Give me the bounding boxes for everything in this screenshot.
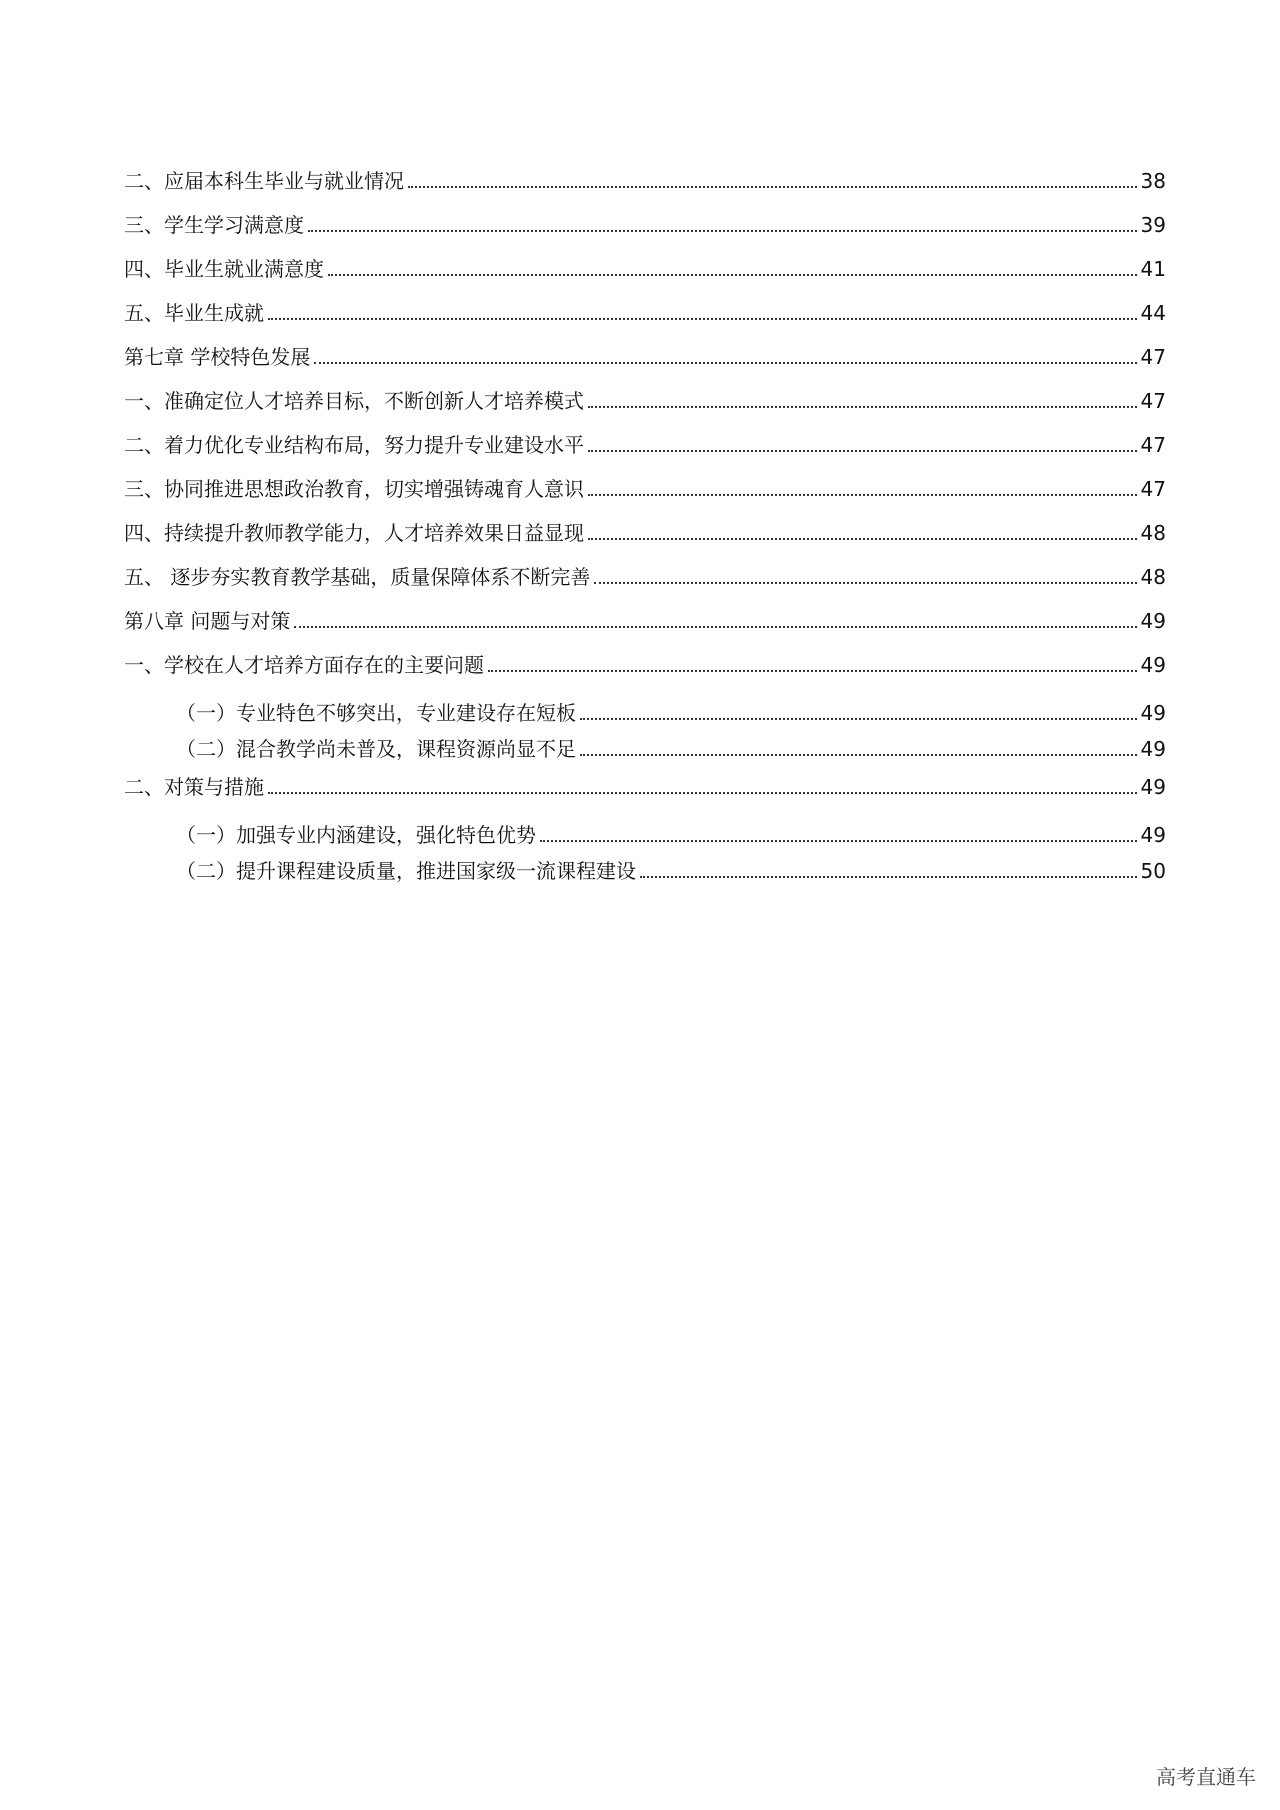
toc-entry-page: 49 [1140, 737, 1166, 761]
toc-entry-page: 50 [1140, 859, 1166, 883]
toc-entry-label: （一）加强专业内涵建设，强化特色优势 [176, 823, 536, 847]
toc-entry[interactable] [124, 564, 1166, 590]
toc-entry-label: 五、 逐步夯实教育教学基础，质量保障体系不断完善 [124, 565, 591, 589]
toc-entry-page: 48 [1140, 565, 1166, 589]
toc-dot-leader [640, 876, 1137, 878]
toc-entry-page: 49 [1140, 823, 1166, 847]
toc-entry-label: 一、学校在人才培养方面存在的主要问题 [124, 653, 484, 677]
toc-entry-label: 五、毕业生成就 [124, 301, 264, 325]
toc-entry[interactable] [124, 256, 1166, 282]
toc-dot-leader [594, 582, 1136, 584]
toc-entry[interactable] [124, 432, 1166, 458]
toc-entry-page: 47 [1140, 345, 1166, 369]
toc-entry[interactable] [124, 212, 1166, 238]
toc-entry-label: （一）专业特色不够突出，专业建设存在短板 [176, 701, 576, 725]
toc-dot-leader [588, 450, 1137, 452]
toc-dot-leader [328, 274, 1137, 276]
toc-dot-leader [540, 840, 1137, 842]
toc-dot-leader [580, 754, 1137, 756]
toc-dot-leader [308, 230, 1137, 232]
toc-entry-page: 49 [1140, 775, 1166, 799]
toc-entry-label: 第八章 问题与对策 [124, 609, 291, 633]
toc-dot-leader [588, 538, 1137, 540]
toc-entry-page: 38 [1140, 169, 1166, 193]
toc-entry[interactable] [124, 168, 1166, 194]
toc-dot-leader [588, 494, 1137, 496]
toc-entry-label: 二、应届本科生毕业与就业情况 [124, 169, 404, 193]
toc-entry-page: 44 [1140, 301, 1166, 325]
toc-entry-page: 47 [1140, 477, 1166, 501]
table-of-contents [124, 168, 1166, 884]
toc-entry[interactable] [124, 388, 1166, 414]
toc-entry-label: 四、毕业生就业满意度 [124, 257, 324, 281]
toc-dot-leader [588, 406, 1137, 408]
toc-entry[interactable] [124, 774, 1166, 800]
toc-subentry[interactable] [124, 822, 1166, 848]
toc-dot-leader [408, 186, 1137, 188]
toc-entry-chapter[interactable] [124, 344, 1166, 370]
toc-subentry[interactable] [124, 700, 1166, 726]
toc-subentry[interactable] [124, 858, 1166, 884]
toc-entry[interactable] [124, 300, 1166, 326]
toc-dot-leader [294, 626, 1136, 628]
toc-entry[interactable] [124, 520, 1166, 546]
toc-entry-label: 三、协同推进思想政治教育，切实增强铸魂育人意识 [124, 477, 584, 501]
toc-entry-page: 41 [1140, 257, 1166, 281]
toc-entry-chapter[interactable] [124, 608, 1166, 634]
toc-entry[interactable] [124, 652, 1166, 678]
toc-entry-label: 二、着力优化专业结构布局，努力提升专业建设水平 [124, 433, 584, 457]
toc-dot-leader [314, 362, 1136, 364]
toc-entry-page: 47 [1140, 389, 1166, 413]
toc-dot-leader [268, 318, 1137, 320]
toc-entry-label: 一、准确定位人才培养目标，不断创新人才培养模式 [124, 389, 584, 413]
toc-entry-page: 39 [1140, 213, 1166, 237]
toc-entry-page: 49 [1140, 609, 1166, 633]
toc-entry-label: 四、持续提升教师教学能力，人才培养效果日益显现 [124, 521, 584, 545]
toc-dot-leader [580, 718, 1137, 720]
toc-entry-label: （二）提升课程建设质量，推进国家级一流课程建设 [176, 859, 636, 883]
toc-subentry[interactable] [124, 736, 1166, 762]
toc-dot-leader [488, 670, 1137, 672]
toc-entry-page: 49 [1140, 701, 1166, 725]
toc-dot-leader [268, 792, 1137, 794]
toc-entry-label: 三、学生学习满意度 [124, 213, 304, 237]
toc-entry-page: 49 [1140, 653, 1166, 677]
watermark: 高考直通车 [1156, 1765, 1256, 1789]
toc-entry[interactable] [124, 476, 1166, 502]
toc-entry-page: 48 [1140, 521, 1166, 545]
toc-entry-page: 47 [1140, 433, 1166, 457]
toc-entry-label: （二）混合教学尚未普及，课程资源尚显不足 [176, 737, 576, 761]
toc-entry-label: 二、对策与措施 [124, 775, 264, 799]
toc-entry-label: 第七章 学校特色发展 [124, 345, 311, 369]
